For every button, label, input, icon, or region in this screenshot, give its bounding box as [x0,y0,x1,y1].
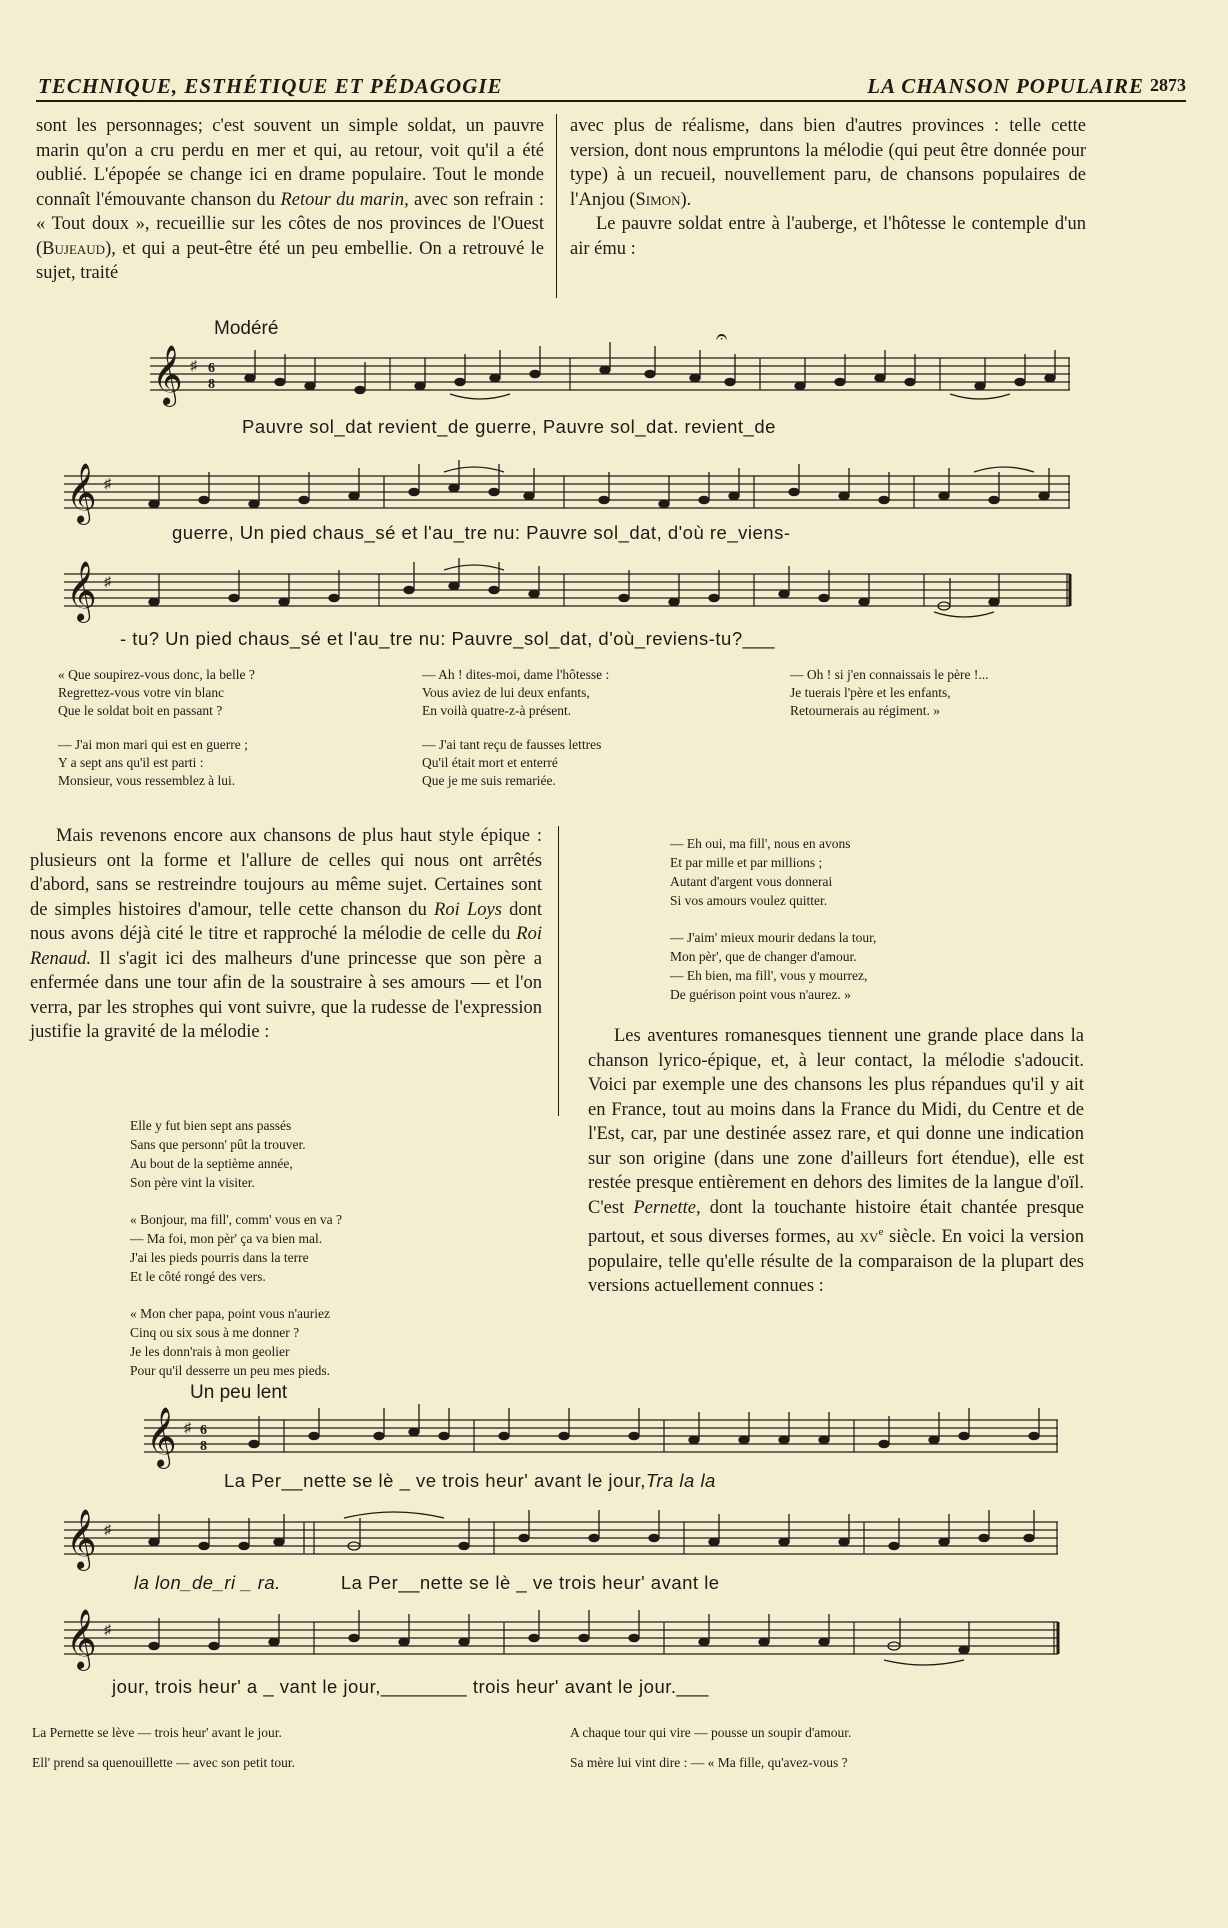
music1-lyrics-line3: - tu? Un pied chaus_sé et l'au_tre nu: Pauvre_sol_dat, d'où_reviens-tu?___ [120,628,775,649]
svg-text:8: 8 [200,1439,207,1454]
verses-block-3: — Eh oui, ma fill', nous en avons Et par mille et par millions ; Autant d'argent vous donnerai Si vos amours voulez quitter. — J'aim' mieux mourir dedans la tour, Mon pèr', que de changer d'amour. — Eh bien, ma fill', vous y mourrez, De guérison point vous n'aurez. » [670,836,877,1002]
svg-text:6: 6 [208,361,215,376]
svg-text:𝄞: 𝄞 [66,1609,97,1669]
header-left-title: TECHNIQUE, ESTHÉTIQUE ET PÉDAGOGIE [38,74,503,98]
music-staff-1 [150,340,1070,410]
svg-text:𝄞: 𝄞 [66,561,97,621]
bottom-verses-right: A chaque tour qui vire — pousse un soupir d'amour. Sa mère lui vint dire : — « Ma fille, qu'avez-vous ? [570,1725,852,1770]
mid-left-paragraph: Mais revenons encore aux chansons de plus haut style épique : plusieurs ont la forme et l'allure de celles qui nous ont arrêtés d'abord, sans se restreindre toujours au même sujet. Certaines sont de simples histoires d'amour, telle cette chanson du Roi Loys dont nous avons déjà cité le titre et rapproché la mélodie de celle du Roi Renaud. Il s'agit ici des malheurs d'une princesse que son père a enfermée dans une tour afin de la soustraire à ses amours — et l'on verra, par les strophes qui vont suivre, que la rudesse de l'expression justifie la gravité de la mélodie : [30,826,542,1042]
running-header [36,70,1186,102]
music2-lyrics-line1: La Per__nette se lè _ ve trois heur' avant le jour,Tra la la [224,1470,716,1491]
svg-text:♯: ♯ [104,477,111,492]
top-right-paragraph: avec plus de réalisme, dans bien d'autres provinces : telle cette version, dont nous empruntons la mélodie (qui peut être donnée pour type) à un recueil, nouvellement paru, de chansons populaires de l'Anjou (Simon). Le pauvre soldat entre à l'auberge, et l'hôtesse le contemple d'un air ému : [570,116,1086,259]
music1-lyrics-line1: Pauvre sol_dat revient_de guerre, Pauvre sol_dat. revient_de [242,416,776,437]
fermata-icon: 𝄐 [716,326,728,348]
music1-lyrics-line2: guerre, Un pied chaus_sé et l'au_tre nu: Pauvre sol_dat, d'où re_viens- [172,522,791,543]
svg-text:♯: ♯ [104,1623,111,1638]
svg-text:𝄞: 𝄞 [66,463,97,523]
music-staff-3 [64,556,1070,626]
svg-text:𝄞: 𝄞 [146,1407,177,1467]
music-staff-2 [64,458,1070,528]
svg-text:𝄞: 𝄞 [152,345,183,405]
tempo-marking-1: Modéré [214,318,279,339]
mid-right-paragraph: Les aventures romanesques tiennent une grande place dans la chanson lyrico-épique, et, à leur contact, la mélodie s'adoucit. Voici par exemple une des chansons les plus répandues qu'il y ait en France, tout au moins dans la France du Midi, du Centre et de l'Est, car, par une destinée assez rare, et qui donne une indication sur son origine (dans une zone d'ailleurs fort étendue), elle est restée presque entièrement en dehors des limites de la langue d'oïl. C'est Pernette, dont la touchante histoire était chantée presque partout, et sous diverses formes, au $xv^e$ siècle. En voici la version populaire, telle qu'elle résulte de la comparaison de la plupart des versions actuellement connues : [588,1026,1084,1297]
header-right-title: LA CHANSON POPULAIRE [867,74,1144,98]
svg-text:8: 8 [208,377,215,392]
verses-block-1-col3: — Oh ! si j'en connaissais le père !... Je tuerais l'père et les enfants, Retournerais au régiment. » [790,667,989,718]
top-left-paragraph: sont les personnages; c'est souvent un simple soldat, un pauvre marin qu'on a cru perdu en mer et qui, au retour, voit qu'il a été oublié. L'épopée se change ici en drame populaire. Tout le monde connaît l'émouvante chanson du Retour du marin, avec son refrain : « Tout doux », recueillie sur les côtes de nos provinces de l'Ouest (Bujeaud), et qui a peut-être été un peu embellie. On a retrouvé le sujet, traité [36,116,544,283]
music2-lyrics-line3: jour, trois heur' a _ vant le jour,________ trois heur' avant le jour.___ [112,1676,709,1697]
svg-text:♯: ♯ [104,575,111,590]
column-divider-mid [558,826,559,1116]
music2-lyrics-refrain: Tra la la [645,1470,716,1491]
svg-text:6: 6 [200,1423,207,1438]
music-staff-4 [144,1402,1058,1472]
svg-text:♯: ♯ [184,1421,191,1436]
bottom-verses-left: La Pernette se lève — trois heur' avant le jour. Ell' prend sa quenouillette — avec son petit tour. [32,1725,295,1770]
verses-block-2: Elle y fut bien sept ans passés Sans que personn' pût la trouver. Au bout de la septième année, Son père vint la visiter. « Bonjour, ma fill', comm' vous en va ? — Ma foi, mon pèr' ça va bien mal. J'ai les pieds pourris dans la terre Et le côté rongé des vers. « Mon cher papa, point vous n'auriez Cinq ou six sous à me donner ? Je les donn'rais à mon geolier Pour qu'il desserre un peu mes pieds. [130,1118,343,1378]
svg-text:𝄞: 𝄞 [66,1509,97,1569]
verses-block-1-col2: — Ah ! dites-moi, dame l'hôtesse : Vous aviez de lui deux enfants, En voilà quatre-z-à présent. — J'ai tant reçu de fausses lettres Qu'il était mort et enterré Que je me suis remariée. [422,667,610,788]
svg-text:♯: ♯ [104,1523,111,1538]
music2-lyrics-line2: la lon_de_ri _ ra. La Per__nette se lè _ ve trois heur' avant le [134,1572,720,1593]
page-number: 2873 [1150,75,1186,95]
column-divider-top [556,114,557,298]
music-staff-6 [64,1604,1058,1674]
verses-block-1-col1: « Que soupirez-vous donc, la belle ? Regrettez-vous votre vin blanc Que le soldat boit en passant ? — J'ai mon mari qui est en guerre ; Y a sept ans qu'il est parti : Monsieur, vous ressemblez à lui. [58,667,255,788]
music-staff-5 [64,1504,1058,1574]
svg-text:♯: ♯ [190,359,197,374]
tempo-marking-2: Un peu lent [190,1382,288,1403]
